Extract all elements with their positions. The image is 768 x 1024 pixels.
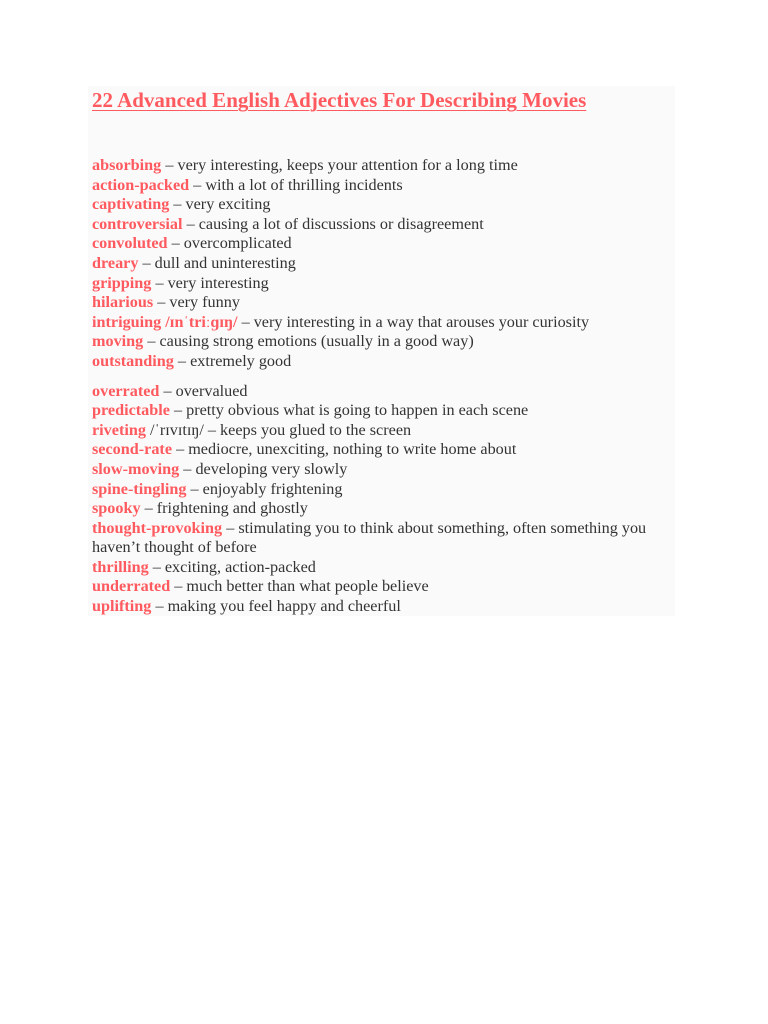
list-item bbox=[92, 597, 672, 617]
entry-definition: – making you feel happy and cheerful bbox=[151, 597, 401, 616]
entry-term: controversial bbox=[92, 214, 183, 233]
entry-term: predictable bbox=[92, 401, 170, 420]
entry-definition: – developing very slowly bbox=[179, 459, 348, 478]
entry-term: underrated bbox=[92, 577, 171, 596]
entry-definition: – much better than what people believe bbox=[170, 577, 429, 596]
entry-term: moving bbox=[92, 332, 144, 351]
entry-term: uplifting bbox=[92, 597, 152, 616]
list-item bbox=[92, 332, 672, 352]
list-item bbox=[92, 460, 672, 480]
list-item bbox=[92, 558, 672, 578]
entry-definition: – stimulating you to think about something, often something you haven’t thought of before bbox=[92, 518, 647, 557]
entry-definition: /ˈrɪvɪtɪŋ/ – keeps you glued to the screen bbox=[145, 420, 412, 439]
entry-definition: – dull and uninteresting bbox=[138, 253, 296, 272]
entry-definition: – pretty obvious what is going to happen in each scene bbox=[169, 401, 529, 420]
entry-term: action-packed bbox=[92, 175, 190, 194]
entry-definition: – very funny bbox=[153, 293, 240, 312]
entry-definition: – causing a lot of discussions or disagreement bbox=[182, 214, 484, 233]
list-item bbox=[92, 382, 672, 402]
list-item bbox=[92, 440, 672, 460]
entry-definition: – overvalued bbox=[159, 381, 248, 400]
entry-definition: – very interesting, keeps your attention for a long time bbox=[161, 156, 518, 174]
list-item bbox=[92, 577, 672, 597]
entry-term: outstanding bbox=[92, 351, 174, 370]
entry-definition: – very interesting bbox=[151, 273, 269, 292]
list-item bbox=[92, 401, 672, 421]
entry-term: captivating bbox=[92, 195, 170, 214]
entry-term: dreary bbox=[92, 253, 139, 272]
entry-term: overrated bbox=[92, 381, 160, 400]
entry-term: slow-moving bbox=[92, 459, 180, 478]
entry-term: hilarious bbox=[92, 293, 154, 312]
list-item bbox=[92, 234, 672, 254]
entry-term: spine-tingling bbox=[92, 479, 187, 498]
list-item bbox=[92, 352, 672, 372]
list-item bbox=[92, 519, 672, 558]
entry-definition: – extremely good bbox=[173, 351, 292, 370]
entry-term: riveting bbox=[92, 420, 146, 439]
list-item bbox=[92, 156, 672, 176]
list-item bbox=[92, 254, 672, 274]
entry-term: convoluted bbox=[92, 234, 168, 253]
entry-definition: – mediocre, unexciting, nothing to write home about bbox=[172, 440, 517, 459]
list-item bbox=[92, 195, 672, 215]
entry-definition: – exciting, action-packed bbox=[148, 557, 316, 576]
entry-term: intriguing /ɪnˈtriːɡɪŋ/ bbox=[92, 312, 238, 331]
entry-definition: – frightening and ghostly bbox=[140, 499, 308, 518]
entry-term: second-rate bbox=[92, 440, 173, 459]
list-item bbox=[92, 176, 672, 196]
adjective-list bbox=[92, 156, 672, 617]
entry-definition: – very interesting in a way that arouses your curiosity bbox=[237, 312, 590, 331]
entry-definition: – with a lot of thrilling incidents bbox=[189, 175, 403, 194]
entry-definition: – enjoyably frightening bbox=[186, 479, 343, 498]
list-item bbox=[92, 274, 672, 294]
list-item bbox=[92, 313, 672, 333]
entry-term: spooky bbox=[92, 499, 141, 518]
list-item bbox=[92, 499, 672, 519]
entry-definition: – overcomplicated bbox=[167, 234, 292, 253]
list-item bbox=[92, 421, 672, 441]
list-item bbox=[92, 480, 672, 500]
entry-term: thought-provoking bbox=[92, 518, 223, 537]
entry-term: absorbing bbox=[92, 156, 162, 174]
list-item bbox=[92, 215, 672, 235]
entry-term: gripping bbox=[92, 273, 152, 292]
entry-definition: – causing strong emotions (usually in a good way) bbox=[143, 332, 474, 351]
list-item bbox=[92, 293, 672, 313]
entry-definition: – very exciting bbox=[169, 195, 271, 214]
entry-term: thrilling bbox=[92, 557, 149, 576]
document-title: 22 Advanced English Adjectives For Describing Movies bbox=[92, 88, 587, 112]
